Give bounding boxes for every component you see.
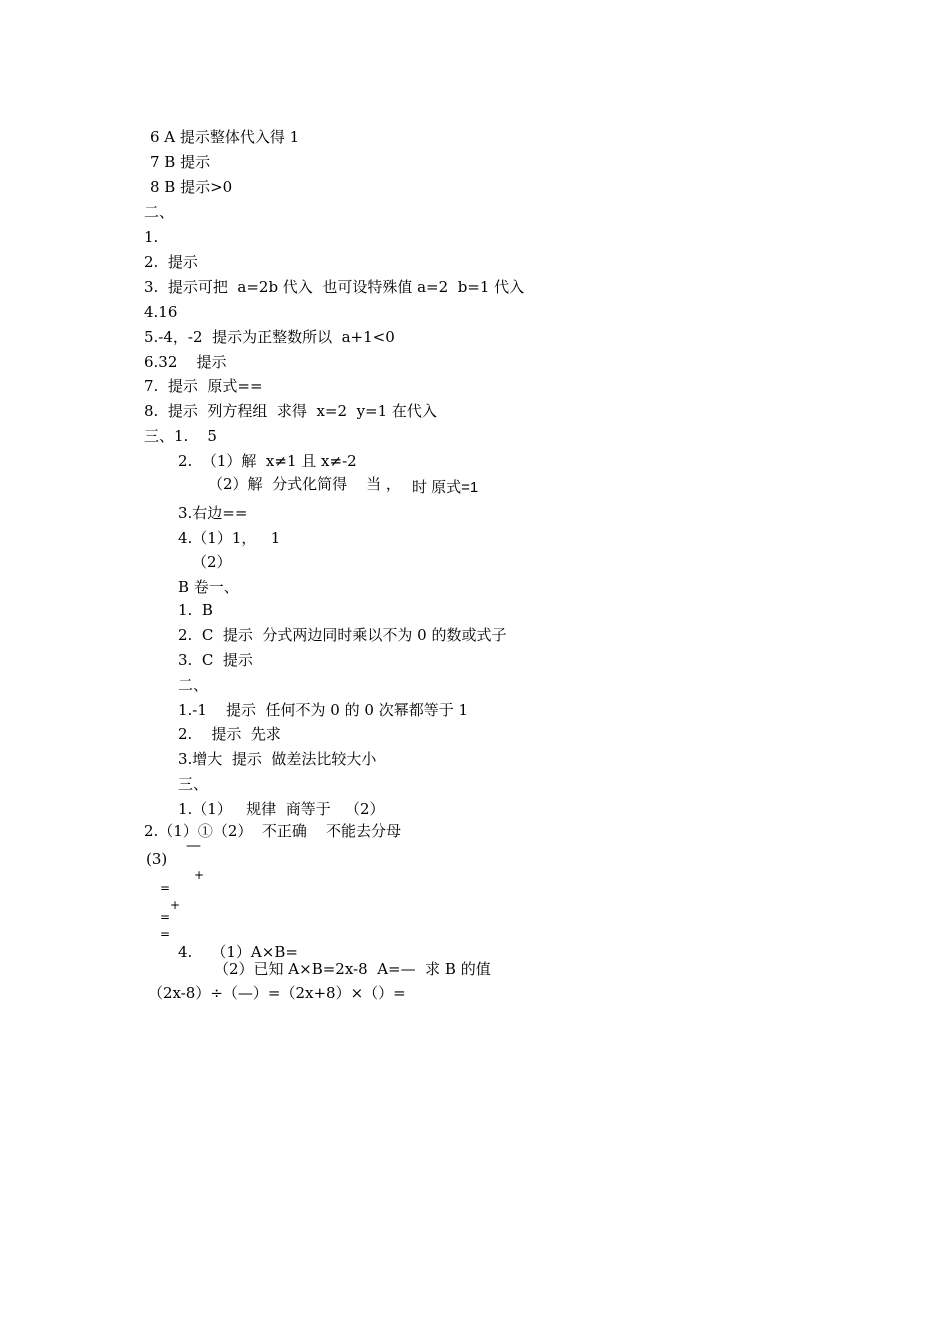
fill-answer-3: 3. 提示可把 a=2b 代入 也可设特殊值 a=2 b=1 代入 — [144, 278, 525, 296]
plus-sign-1: + — [194, 868, 205, 882]
b-solve-answer-4-part2: （2）已知 A×B=2x-8 A=— 求 B 的值 — [214, 960, 491, 978]
fill-answer-7: 7. 提示 原式== — [144, 377, 263, 395]
choice-answer-7: 7 B 提示 — [150, 153, 211, 171]
b-fill-answer-3: 3.增大 提示 做差法比较大小 — [178, 750, 377, 768]
fraction-dash: — — [186, 836, 201, 854]
choice-answer-8: 8 B 提示>0 — [150, 178, 233, 196]
solve-answer-2-part1: 2. （1）解 x≠1 且 x≠-2 — [178, 452, 357, 470]
b-choice-answer-3: 3. C 提示 — [178, 651, 253, 669]
choice-answer-6: 6 A 提示整体代入得 1 — [150, 128, 300, 146]
fill-section-heading: 二、 — [144, 203, 175, 221]
b-choice-answer-2: 2. C 提示 分式两边同时乘以不为 0 的数或式子 — [178, 626, 507, 644]
b-solve-heading: 三、 — [178, 775, 209, 793]
b-solve-answer-2: 2.（1）①（2） 不正确 不能去分母 — [144, 822, 402, 840]
solve-answer-4-part1: 4.（1）1， 1 — [178, 529, 281, 547]
fill-answer-4: 4.16 — [144, 303, 178, 321]
equals-sign-1: = — [160, 881, 171, 895]
solve-answer-2-result: 时 原式=1 — [412, 479, 479, 496]
b-choice-answer-1: 1. B — [178, 601, 213, 619]
plus-sign-2: + — [170, 898, 181, 912]
b-solve-answer-1: 1.（1） 规律 商等于 （2） — [178, 800, 385, 818]
fill-answer-1: 1. — [144, 228, 159, 246]
equals-sign-3: = — [160, 927, 171, 941]
equals-sign-2: = — [160, 910, 171, 924]
solve-section-heading: 三、1. 5 — [144, 427, 217, 445]
b-fill-answer-1: 1.-1 提示 任何不为 0 的 0 次幂都等于 1 — [178, 701, 469, 719]
solve-answer-3: 3.右边== — [178, 504, 248, 522]
part-3-label: (3) — [146, 850, 168, 868]
section-b-heading: B 卷一、 — [178, 578, 239, 596]
fill-answer-8: 8. 提示 列方程组 求得 x=2 y=1 在代入 — [144, 402, 437, 420]
fill-answer-2: 2. 提示 — [144, 253, 198, 271]
b-fill-heading: 二、 — [178, 676, 209, 694]
b-fill-answer-2: 2. 提示 先求 — [178, 725, 281, 743]
fill-answer-6: 6.32 提示 — [144, 353, 227, 371]
b-solve-answer-4-part3: （2x-8）÷（—）=（2x+8）×（）= — [148, 984, 406, 1002]
fill-answer-5: 5.-4，-2 提示为正整数所以 a+1<0 — [144, 328, 395, 346]
solve-answer-2-part2: （2）解 分式化简得 当 ， — [208, 475, 401, 493]
b-solve-answer-4-part1: 4. （1）A×B= — [178, 943, 298, 961]
solve-answer-4-part2: （2） — [192, 553, 232, 571]
